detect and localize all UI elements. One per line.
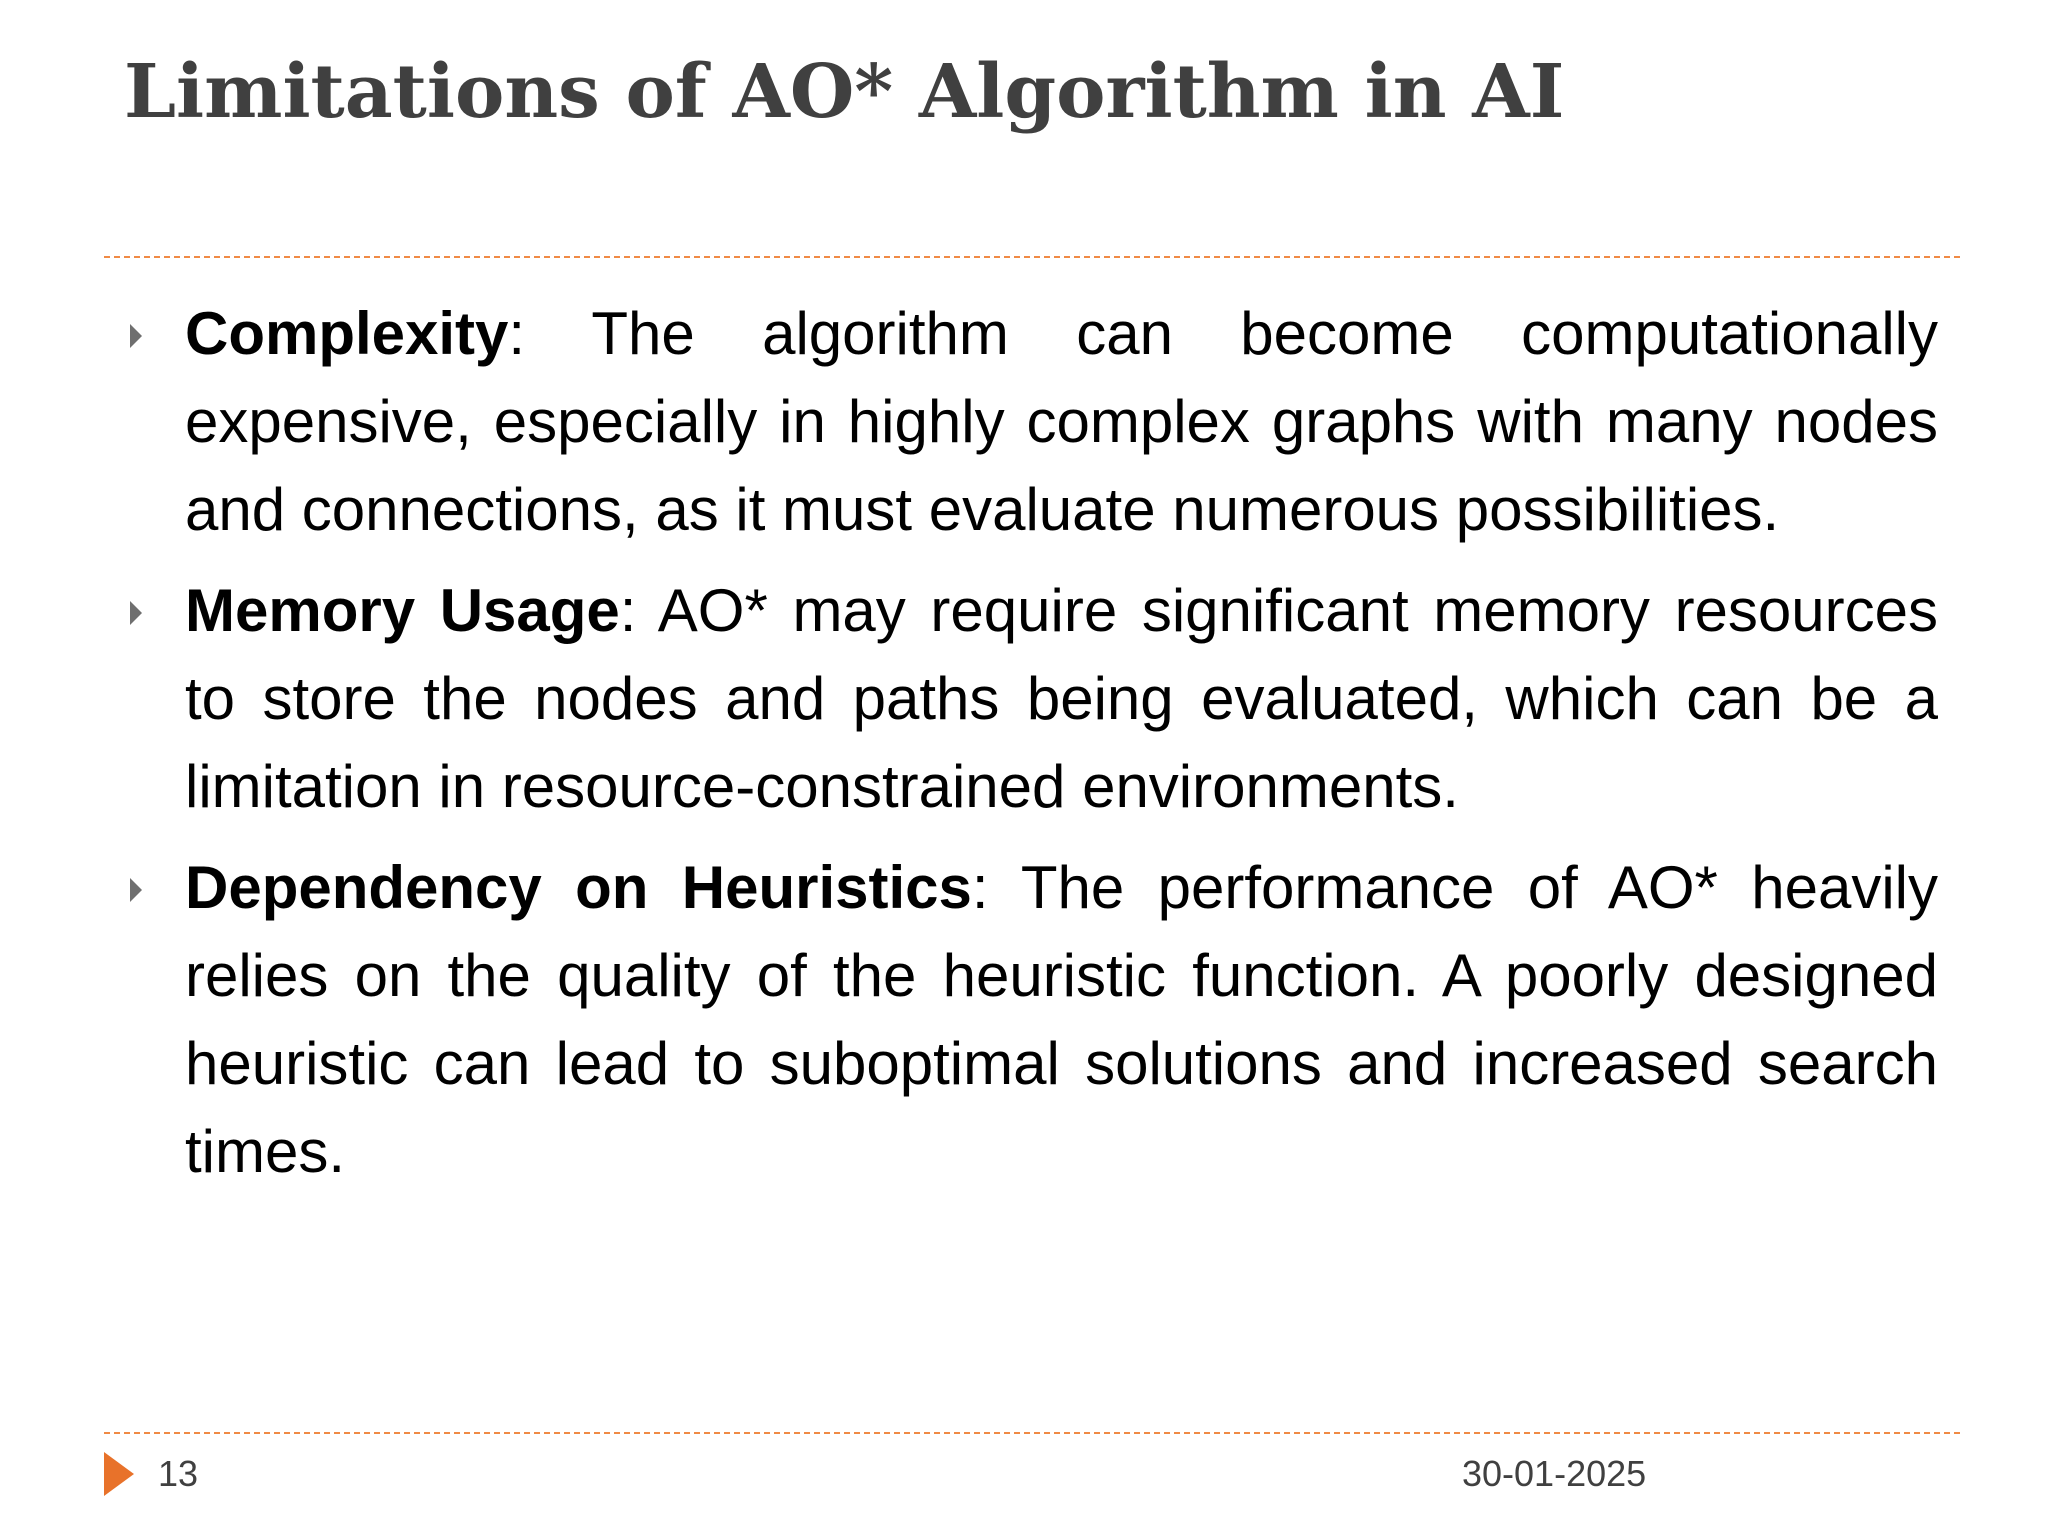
bullet-term: Complexity [185,300,509,367]
bullet-list [124,290,1938,1209]
bottom-dashed-divider [104,1432,1960,1434]
triangle-right-icon [130,601,142,625]
bullet-description: : The algorithm can become computationally expensive, especially in highly complex graphs with many nodes and connections, as it must evaluate numerous possibilities. [185,300,1938,543]
orange-triangle-icon [104,1452,134,1496]
bullet-complexity [124,290,1938,554]
bullet-description: : AO* may require significant memory resources to store the nodes and paths being evaluated, which can be a limitation in resource-constrained environments. [185,577,1939,820]
triangle-right-icon [130,878,142,902]
bullet-term: Dependency on Heuristics [185,854,972,921]
triangle-right-icon [130,324,142,348]
bullet-description: : The performance of AO* heavily relies on the quality of the heuristic function. A poorly designed heuristic can lead to suboptimal solutions and increased search times. [185,854,1939,1185]
page-number: 13 [158,1453,199,1494]
bullet-memory-usage [124,567,1938,831]
bullet-term: Memory Usage [185,577,620,644]
bullet-dependency-on-heuristics [124,844,1938,1196]
top-dashed-divider [104,256,1960,258]
slide-date: 30-01-2025 [1462,1453,1647,1494]
slide-title: Limitations of AO* Algorithm in AI [124,49,1565,135]
